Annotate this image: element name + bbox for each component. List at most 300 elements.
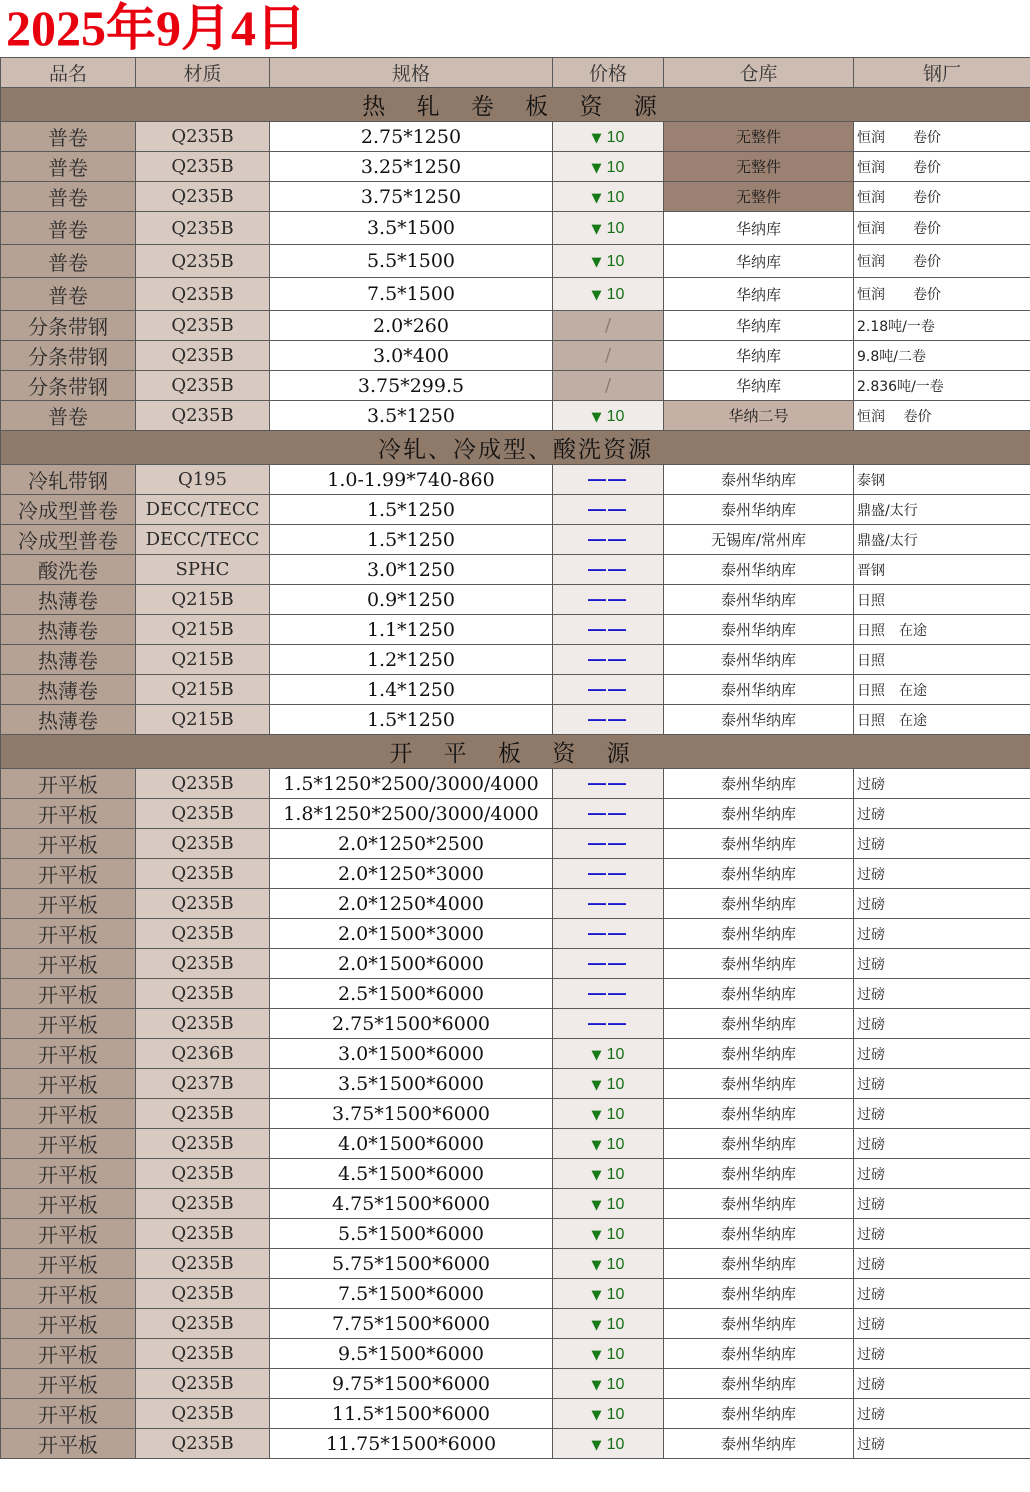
specification: 4.0*1500*6000 bbox=[270, 1129, 553, 1159]
warehouse: 泰州华纳库 bbox=[664, 675, 854, 705]
price-cell bbox=[553, 245, 664, 278]
table-row bbox=[1, 311, 1030, 341]
table-row bbox=[1, 1309, 1030, 1339]
steel-mill: 过磅 bbox=[854, 1099, 1030, 1129]
product-name: 热薄卷 bbox=[1, 585, 136, 615]
page-title: 2025年9月4日 bbox=[6, 0, 306, 56]
specification: 2.0*1500*6000 bbox=[270, 949, 553, 979]
product-name: 开平板 bbox=[1, 1189, 136, 1219]
price-none-dash: —— bbox=[588, 1013, 628, 1033]
header-row bbox=[1, 58, 1030, 88]
price-down-icon: ▼ bbox=[591, 1287, 602, 1303]
price-table bbox=[0, 57, 1030, 1459]
table-row bbox=[1, 1249, 1030, 1279]
price-change-value: 10 bbox=[606, 1075, 625, 1093]
product-name: 开平板 bbox=[1, 1369, 136, 1399]
steel-mill: 过磅 bbox=[854, 949, 1030, 979]
warehouse: 无锡库/常州库 bbox=[664, 525, 854, 555]
price-none-dash: —— bbox=[588, 709, 628, 729]
specification: 5.5*1500 bbox=[270, 245, 553, 278]
price-cell bbox=[553, 1159, 664, 1189]
steel-mill: 过磅 bbox=[854, 1159, 1030, 1189]
price-cell bbox=[553, 859, 664, 889]
warehouse: 泰州华纳库 bbox=[664, 1399, 854, 1429]
specification: 1.5*1250*2500/3000/4000 bbox=[270, 769, 553, 799]
product-name: 开平板 bbox=[1, 1399, 136, 1429]
price-down-icon: ▼ bbox=[591, 409, 602, 425]
steel-mill: 过磅 bbox=[854, 919, 1030, 949]
price-down-icon: ▼ bbox=[591, 1047, 602, 1063]
price-change-value: 10 bbox=[606, 1375, 625, 1393]
steel-mill: 恒润 卷价 bbox=[854, 182, 1030, 212]
header-mill: 钢厂 bbox=[854, 58, 1030, 88]
price-cell bbox=[553, 675, 664, 705]
specification: 0.9*1250 bbox=[270, 585, 553, 615]
product-name: 开平板 bbox=[1, 1429, 136, 1459]
product-name: 开平板 bbox=[1, 859, 136, 889]
warehouse: 泰州华纳库 bbox=[664, 1279, 854, 1309]
specification: 3.0*1500*6000 bbox=[270, 1039, 553, 1069]
material: Q235B bbox=[136, 859, 270, 889]
table-row bbox=[1, 859, 1030, 889]
price-none-dash: —— bbox=[588, 559, 628, 579]
warehouse: 泰州华纳库 bbox=[664, 769, 854, 799]
material: Q235B bbox=[136, 919, 270, 949]
steel-mill: 恒润 卷价 bbox=[854, 278, 1030, 311]
price-change-value: 10 bbox=[606, 1195, 625, 1213]
price-down-icon: ▼ bbox=[591, 255, 602, 270]
price-cell bbox=[553, 1039, 664, 1069]
table-row bbox=[1, 1429, 1030, 1459]
steel-mill: 恒润 卷价 bbox=[854, 245, 1030, 278]
price-cell bbox=[553, 889, 664, 919]
specification: 2.75*1500*6000 bbox=[270, 1009, 553, 1039]
steel-mill: 过磅 bbox=[854, 1219, 1030, 1249]
steel-mill: 过磅 bbox=[854, 1429, 1030, 1459]
warehouse: 泰州华纳库 bbox=[664, 585, 854, 615]
price-none-dash: —— bbox=[588, 983, 628, 1003]
material: Q215B bbox=[136, 585, 270, 615]
price-slash: / bbox=[553, 371, 664, 401]
material: Q235B bbox=[136, 152, 270, 182]
steel-mill: 日照 bbox=[854, 645, 1030, 675]
warehouse: 泰州华纳库 bbox=[664, 555, 854, 585]
warehouse: 泰州华纳库 bbox=[664, 1159, 854, 1189]
table-row bbox=[1, 122, 1030, 152]
steel-mill: 晋钢 bbox=[854, 555, 1030, 585]
material: Q235B bbox=[136, 1099, 270, 1129]
price-cell bbox=[553, 182, 664, 212]
product-name: 分条带钢 bbox=[1, 371, 136, 401]
specification: 7.75*1500*6000 bbox=[270, 1309, 553, 1339]
price-down-icon: ▼ bbox=[591, 1197, 602, 1213]
price-down-icon: ▼ bbox=[591, 1167, 602, 1183]
warehouse: 华纳库 bbox=[664, 278, 854, 311]
table-row bbox=[1, 615, 1030, 645]
material: Q215B bbox=[136, 615, 270, 645]
section-title: 开 平 板 资 源 bbox=[1, 735, 1030, 769]
table-row bbox=[1, 769, 1030, 799]
price-slash: / bbox=[553, 311, 664, 341]
header-material: 材质 bbox=[136, 58, 270, 88]
product-name: 普卷 bbox=[1, 182, 136, 212]
steel-mill: 恒润 卷价 bbox=[854, 212, 1030, 245]
material: Q235B bbox=[136, 341, 270, 371]
specification: 3.0*400 bbox=[270, 341, 553, 371]
steel-mill: 9.8吨/二卷 bbox=[854, 341, 1030, 371]
material: Q235B bbox=[136, 829, 270, 859]
header-warehouse: 仓库 bbox=[664, 58, 854, 88]
material: Q235B bbox=[136, 1429, 270, 1459]
price-down-icon: ▼ bbox=[591, 1437, 602, 1453]
price-change-value: 10 bbox=[606, 1315, 625, 1333]
specification: 3.5*1500 bbox=[270, 212, 553, 245]
material: Q237B bbox=[136, 1069, 270, 1099]
warehouse: 泰州华纳库 bbox=[664, 705, 854, 735]
table-row bbox=[1, 1279, 1030, 1309]
steel-mill: 恒润 卷价 bbox=[854, 152, 1030, 182]
steel-mill: 日照 bbox=[854, 585, 1030, 615]
product-name: 开平板 bbox=[1, 1069, 136, 1099]
product-name: 开平板 bbox=[1, 1219, 136, 1249]
price-change-value: 10 bbox=[606, 1345, 625, 1363]
price-change-value: 10 bbox=[606, 253, 625, 270]
price-cell bbox=[553, 799, 664, 829]
material: DECC/TECC bbox=[136, 495, 270, 525]
specification: 1.0-1.99*740-860 bbox=[270, 465, 553, 495]
price-cell bbox=[553, 1129, 664, 1159]
price-change-value: 10 bbox=[606, 1285, 625, 1303]
specification: 3.5*1250 bbox=[270, 401, 553, 431]
product-name: 热薄卷 bbox=[1, 645, 136, 675]
steel-mill: 过磅 bbox=[854, 1189, 1030, 1219]
warehouse: 泰州华纳库 bbox=[664, 1069, 854, 1099]
price-change-value: 10 bbox=[606, 1045, 625, 1063]
product-name: 普卷 bbox=[1, 401, 136, 431]
product-name: 开平板 bbox=[1, 1249, 136, 1279]
warehouse: 无整件 bbox=[664, 182, 854, 212]
specification: 3.75*1500*6000 bbox=[270, 1099, 553, 1129]
specification: 2.75*1250 bbox=[270, 122, 553, 152]
product-name: 开平板 bbox=[1, 769, 136, 799]
price-down-icon: ▼ bbox=[591, 160, 602, 176]
price-change-value: 10 bbox=[606, 1135, 625, 1153]
material: Q235B bbox=[136, 1249, 270, 1279]
price-change-value: 10 bbox=[606, 128, 625, 146]
specification: 2.0*1500*3000 bbox=[270, 919, 553, 949]
warehouse: 泰州华纳库 bbox=[664, 1369, 854, 1399]
price-change-value: 10 bbox=[606, 158, 625, 176]
table-row bbox=[1, 525, 1030, 555]
steel-mill: 过磅 bbox=[854, 1249, 1030, 1279]
specification: 3.0*1250 bbox=[270, 555, 553, 585]
table-row bbox=[1, 1219, 1030, 1249]
price-none-dash: —— bbox=[588, 679, 628, 699]
specification: 3.25*1250 bbox=[270, 152, 553, 182]
material: Q235B bbox=[136, 979, 270, 1009]
table-row bbox=[1, 341, 1030, 371]
product-name: 开平板 bbox=[1, 919, 136, 949]
product-name: 冷轧带钢 bbox=[1, 465, 136, 495]
material: Q235B bbox=[136, 278, 270, 311]
steel-mill: 过磅 bbox=[854, 1309, 1030, 1339]
specification: 9.5*1500*6000 bbox=[270, 1339, 553, 1369]
price-none-dash: —— bbox=[588, 499, 628, 519]
price-cell bbox=[553, 465, 664, 495]
price-none-dash: —— bbox=[588, 833, 628, 853]
specification: 2.0*1250*3000 bbox=[270, 859, 553, 889]
table-row bbox=[1, 1069, 1030, 1099]
material: Q235B bbox=[136, 212, 270, 245]
specification: 7.5*1500*6000 bbox=[270, 1279, 553, 1309]
section-title: 热 轧 卷 板 资 源 bbox=[1, 88, 1030, 122]
warehouse: 泰州华纳库 bbox=[664, 495, 854, 525]
warehouse: 泰州华纳库 bbox=[664, 859, 854, 889]
material: Q215B bbox=[136, 675, 270, 705]
price-change-value: 10 bbox=[606, 1405, 625, 1423]
warehouse: 泰州华纳库 bbox=[664, 829, 854, 859]
price-down-icon: ▼ bbox=[591, 1317, 602, 1333]
material: Q235B bbox=[136, 769, 270, 799]
steel-mill: 日照 在途 bbox=[854, 675, 1030, 705]
price-cell bbox=[553, 979, 664, 1009]
price-none-dash: —— bbox=[588, 773, 628, 793]
specification: 3.75*299.5 bbox=[270, 371, 553, 401]
product-name: 开平板 bbox=[1, 1159, 136, 1189]
specification: 5.5*1500*6000 bbox=[270, 1219, 553, 1249]
warehouse: 泰州华纳库 bbox=[664, 1099, 854, 1129]
specification: 3.5*1500*6000 bbox=[270, 1069, 553, 1099]
warehouse: 泰州华纳库 bbox=[664, 1339, 854, 1369]
specification: 1.5*1250 bbox=[270, 705, 553, 735]
price-change-value: 10 bbox=[606, 1255, 625, 1273]
steel-mill: 过磅 bbox=[854, 979, 1030, 1009]
price-cell bbox=[553, 615, 664, 645]
material: Q235B bbox=[136, 1219, 270, 1249]
table-row bbox=[1, 1099, 1030, 1129]
warehouse: 华纳库 bbox=[664, 212, 854, 245]
table-row bbox=[1, 1189, 1030, 1219]
product-name: 普卷 bbox=[1, 122, 136, 152]
warehouse: 华纳库 bbox=[664, 311, 854, 341]
table-row bbox=[1, 1369, 1030, 1399]
product-name: 酸洗卷 bbox=[1, 555, 136, 585]
warehouse: 泰州华纳库 bbox=[664, 979, 854, 1009]
material: Q235B bbox=[136, 1279, 270, 1309]
table-row bbox=[1, 152, 1030, 182]
steel-mill: 2.836吨/一卷 bbox=[854, 371, 1030, 401]
price-cell bbox=[553, 525, 664, 555]
price-change-value: 10 bbox=[606, 220, 625, 237]
section-row-flat bbox=[1, 735, 1030, 769]
product-name: 开平板 bbox=[1, 979, 136, 1009]
warehouse: 泰州华纳库 bbox=[664, 1309, 854, 1339]
price-down-icon: ▼ bbox=[591, 1137, 602, 1153]
price-down-icon: ▼ bbox=[591, 222, 602, 237]
steel-mill: 鼎盛/太行 bbox=[854, 525, 1030, 555]
product-name: 分条带钢 bbox=[1, 341, 136, 371]
table-row bbox=[1, 645, 1030, 675]
specification: 5.75*1500*6000 bbox=[270, 1249, 553, 1279]
price-cell bbox=[553, 1279, 664, 1309]
steel-mill: 过磅 bbox=[854, 1129, 1030, 1159]
product-name: 开平板 bbox=[1, 1099, 136, 1129]
material: Q235B bbox=[136, 1129, 270, 1159]
specification: 1.5*1250 bbox=[270, 495, 553, 525]
table-row bbox=[1, 949, 1030, 979]
price-cell bbox=[553, 645, 664, 675]
steel-mill: 过磅 bbox=[854, 1279, 1030, 1309]
price-change-value: 10 bbox=[606, 407, 625, 425]
steel-mill: 2.18吨/一卷 bbox=[854, 311, 1030, 341]
price-down-icon: ▼ bbox=[591, 1257, 602, 1273]
header-price: 价格 bbox=[553, 58, 664, 88]
table-row bbox=[1, 705, 1030, 735]
specification: 7.5*1500 bbox=[270, 278, 553, 311]
product-name: 开平板 bbox=[1, 1009, 136, 1039]
steel-mill: 过磅 bbox=[854, 829, 1030, 859]
material: Q235B bbox=[136, 122, 270, 152]
warehouse: 华纳库 bbox=[664, 371, 854, 401]
warehouse: 泰州华纳库 bbox=[664, 645, 854, 675]
section-row-cold bbox=[1, 431, 1030, 465]
material: Q235B bbox=[136, 889, 270, 919]
price-cell bbox=[553, 555, 664, 585]
material: Q235B bbox=[136, 1309, 270, 1339]
price-down-icon: ▼ bbox=[591, 130, 602, 146]
product-name: 冷成型普卷 bbox=[1, 525, 136, 555]
steel-mill: 过磅 bbox=[854, 859, 1030, 889]
price-cell bbox=[553, 1219, 664, 1249]
material: Q235B bbox=[136, 371, 270, 401]
price-none-dash: —— bbox=[588, 803, 628, 823]
table-row bbox=[1, 1009, 1030, 1039]
warehouse: 泰州华纳库 bbox=[664, 1009, 854, 1039]
price-cell bbox=[553, 949, 664, 979]
price-none-dash: —— bbox=[588, 469, 628, 489]
table-row bbox=[1, 371, 1030, 401]
material: Q235B bbox=[136, 182, 270, 212]
material: Q235B bbox=[136, 1369, 270, 1399]
product-name: 普卷 bbox=[1, 152, 136, 182]
section-title: 冷轧、冷成型、酸洗资源 bbox=[1, 431, 1030, 465]
price-down-icon: ▼ bbox=[591, 1347, 602, 1363]
price-cell bbox=[553, 1009, 664, 1039]
specification: 1.1*1250 bbox=[270, 615, 553, 645]
material: Q215B bbox=[136, 705, 270, 735]
table-row bbox=[1, 1399, 1030, 1429]
steel-mill: 过磅 bbox=[854, 1339, 1030, 1369]
price-cell bbox=[553, 152, 664, 182]
specification: 4.75*1500*6000 bbox=[270, 1189, 553, 1219]
price-change-value: 10 bbox=[606, 1165, 625, 1183]
warehouse: 泰州华纳库 bbox=[664, 1219, 854, 1249]
price-cell bbox=[553, 829, 664, 859]
steel-mill: 过磅 bbox=[854, 1039, 1030, 1069]
material: DECC/TECC bbox=[136, 525, 270, 555]
product-name: 普卷 bbox=[1, 245, 136, 278]
price-cell bbox=[553, 1249, 664, 1279]
material: SPHC bbox=[136, 555, 270, 585]
warehouse: 泰州华纳库 bbox=[664, 1249, 854, 1279]
specification: 11.5*1500*6000 bbox=[270, 1399, 553, 1429]
price-change-value: 10 bbox=[606, 286, 625, 303]
product-name: 开平板 bbox=[1, 1129, 136, 1159]
table-row bbox=[1, 889, 1030, 919]
steel-mill: 过磅 bbox=[854, 889, 1030, 919]
steel-mill: 鼎盛/太行 bbox=[854, 495, 1030, 525]
price-cell bbox=[553, 769, 664, 799]
header-spec: 规格 bbox=[270, 58, 553, 88]
warehouse: 泰州华纳库 bbox=[664, 1189, 854, 1219]
warehouse: 泰州华纳库 bbox=[664, 615, 854, 645]
price-cell bbox=[553, 1189, 664, 1219]
table-row bbox=[1, 278, 1030, 311]
specification: 2.0*1250*2500 bbox=[270, 829, 553, 859]
product-name: 热薄卷 bbox=[1, 675, 136, 705]
product-name: 分条带钢 bbox=[1, 311, 136, 341]
product-name: 热薄卷 bbox=[1, 705, 136, 735]
table-row bbox=[1, 245, 1030, 278]
specification: 1.4*1250 bbox=[270, 675, 553, 705]
price-down-icon: ▼ bbox=[591, 1227, 602, 1243]
price-cell bbox=[553, 919, 664, 949]
warehouse: 华纳库 bbox=[664, 341, 854, 371]
price-down-icon: ▼ bbox=[591, 190, 602, 206]
price-none-dash: —— bbox=[588, 863, 628, 883]
price-change-value: 10 bbox=[606, 1225, 625, 1243]
table-row bbox=[1, 555, 1030, 585]
price-cell bbox=[553, 401, 664, 431]
price-none-dash: —— bbox=[588, 649, 628, 669]
material: Q235B bbox=[136, 1189, 270, 1219]
material: Q235B bbox=[136, 1339, 270, 1369]
product-name: 开平板 bbox=[1, 1039, 136, 1069]
price-cell bbox=[553, 585, 664, 615]
material: Q235B bbox=[136, 401, 270, 431]
price-cell bbox=[553, 1369, 664, 1399]
table-row bbox=[1, 585, 1030, 615]
table-row bbox=[1, 1039, 1030, 1069]
table-row bbox=[1, 1339, 1030, 1369]
product-name: 冷成型普卷 bbox=[1, 495, 136, 525]
table-row bbox=[1, 919, 1030, 949]
product-name: 开平板 bbox=[1, 949, 136, 979]
price-cell bbox=[553, 212, 664, 245]
warehouse: 泰州华纳库 bbox=[664, 949, 854, 979]
product-name: 普卷 bbox=[1, 212, 136, 245]
section-row-hot bbox=[1, 88, 1030, 122]
steel-mill: 过磅 bbox=[854, 1009, 1030, 1039]
price-down-icon: ▼ bbox=[591, 1407, 602, 1423]
warehouse: 无整件 bbox=[664, 152, 854, 182]
steel-mill: 泰钢 bbox=[854, 465, 1030, 495]
warehouse: 泰州华纳库 bbox=[664, 919, 854, 949]
material: Q195 bbox=[136, 465, 270, 495]
price-change-value: 10 bbox=[606, 1105, 625, 1123]
steel-mill: 过磅 bbox=[854, 1369, 1030, 1399]
specification: 2.0*260 bbox=[270, 311, 553, 341]
price-down-icon: ▼ bbox=[591, 288, 602, 303]
table-row bbox=[1, 1159, 1030, 1189]
specification: 2.0*1250*4000 bbox=[270, 889, 553, 919]
material: Q235B bbox=[136, 1399, 270, 1429]
price-cell bbox=[553, 278, 664, 311]
price-down-icon: ▼ bbox=[591, 1107, 602, 1123]
table-row bbox=[1, 979, 1030, 1009]
price-down-icon: ▼ bbox=[591, 1377, 602, 1393]
material: Q235B bbox=[136, 1159, 270, 1189]
